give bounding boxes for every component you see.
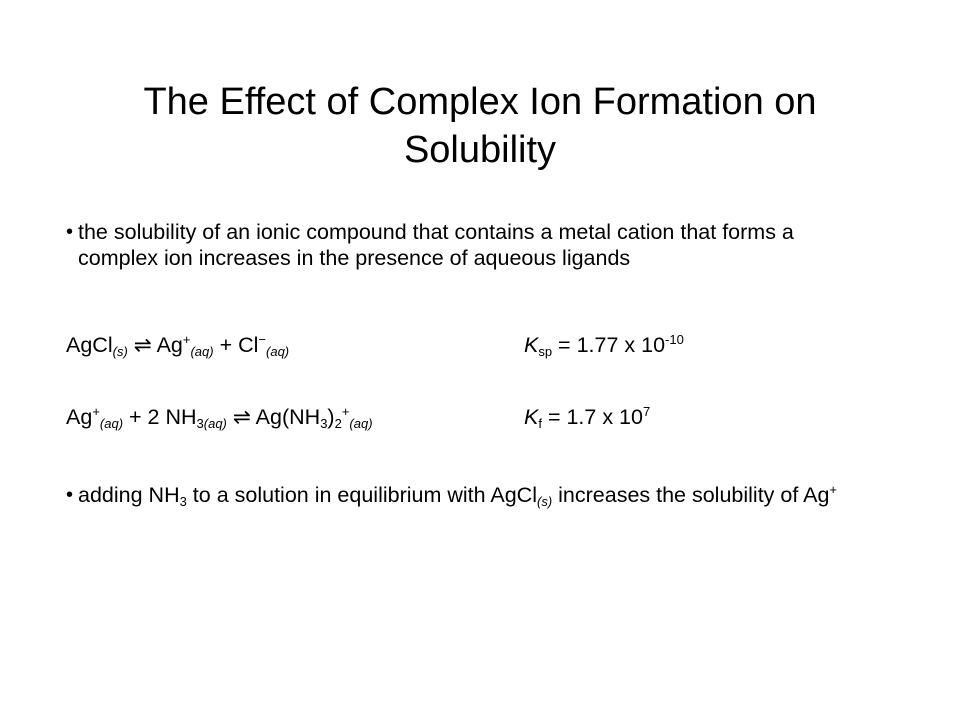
bullet-1-marker: • xyxy=(66,221,74,243)
equation-1-reaction: AgCl$_{(s)}$ ⇌ $Ag^+_{(aq)} + Cl^-_{(aq)}$ xyxy=(66,332,290,359)
equation-2-constant: $K_f = 1.7$ x $10^7$ xyxy=(524,404,651,431)
slide-title: The Effect of Complex Ion Formation on Solubility xyxy=(143,81,817,171)
equation-2 xyxy=(66,402,886,432)
bullet-2-marker: • xyxy=(66,484,74,506)
equation-2-reaction: $Ag^+_{(aq)} + 2$ $NH_{3(aq)}$ ⇌ $Ag(NH_3)_2^+_{(aq)}$ xyxy=(66,404,373,431)
bullet-2-text: adding $NH_3$ to a solution in equilibrium with AgCl$_{(s)}$ increases the solubility of Ag+ xyxy=(78,482,838,509)
bullet-1-text: the solubility of an ionic compound that contains a metal cation that forms a complex ion increases in the presence of aqueous ligands xyxy=(78,220,794,270)
equation-1-constant: $K_{sp} = 1.77$ x $10^{-10}$ xyxy=(524,332,684,359)
equation-1 xyxy=(66,330,886,360)
